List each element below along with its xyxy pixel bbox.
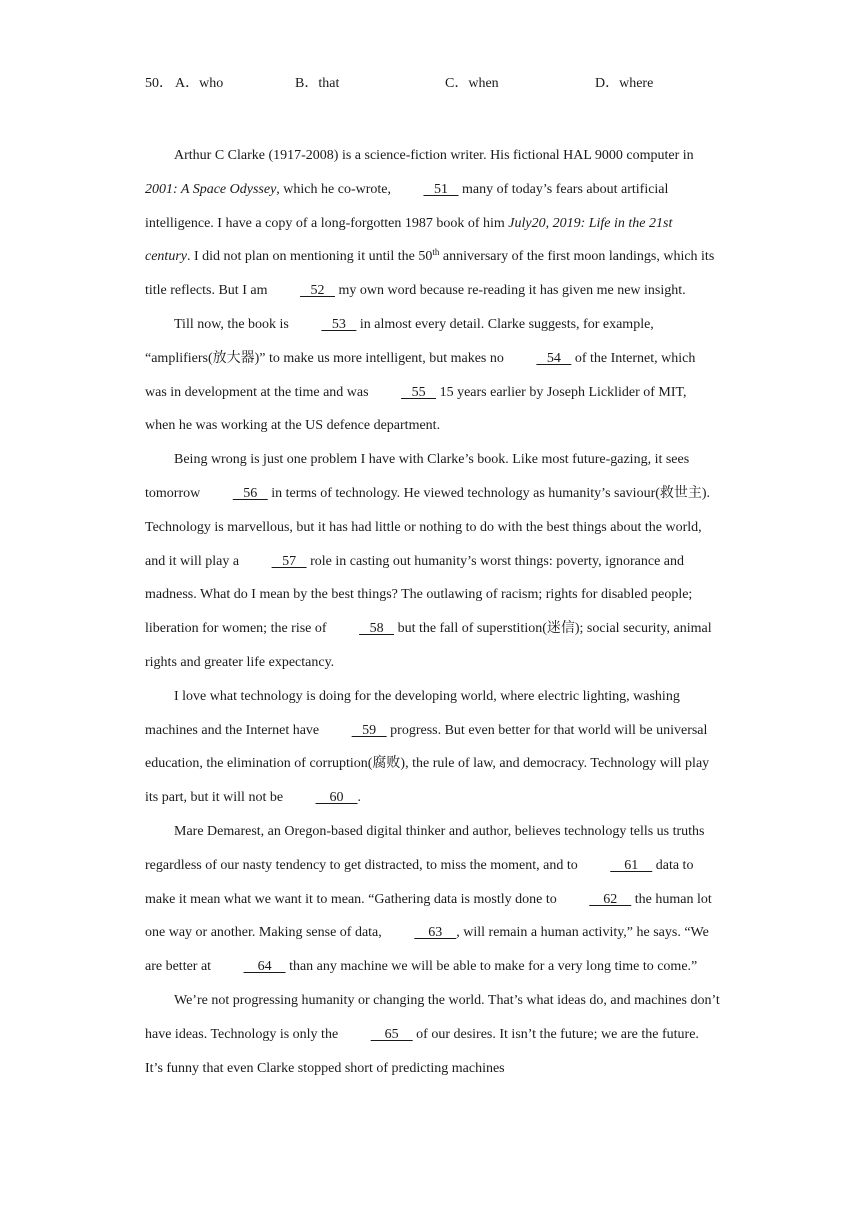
- blank-65: 65: [370, 1026, 413, 1042]
- blank-51: 51: [423, 181, 459, 197]
- blank-55: 55: [401, 384, 437, 400]
- question-number: 50．: [145, 76, 173, 91]
- blank-62: 62: [589, 891, 632, 907]
- text: in almost every detail. Clarke suggests, for example, “amplifiers(放大器)” to make us more intelligent, but makes no: [145, 316, 654, 366]
- text: We’re not progressing humanity or changing the world. That’s what ideas do, and machines don’t have ideas. Technology is only the: [145, 992, 720, 1042]
- option-d: D．where: [595, 76, 654, 91]
- paragraph-3: [145, 443, 720, 680]
- paragraph-5: [145, 815, 720, 984]
- blank-60: 60: [315, 790, 358, 806]
- text: .: [357, 790, 362, 806]
- blank-61: 61: [610, 857, 653, 873]
- paragraph-6: [145, 984, 720, 1085]
- question-50-options: [145, 72, 745, 94]
- blank-63: 63: [414, 925, 457, 941]
- text: but the fall of superstition(迷信); social security, animal rights and greater life expectancy.: [145, 621, 712, 670]
- text: progress. But even better for that world will be universal education, the elimination of corruption(腐败), the rule of law, and democracy. Technology will play its part, but it will not be: [145, 722, 710, 806]
- text: data to make it mean what we want it to mean. “Gathering data is mostly done to: [145, 857, 694, 907]
- paragraph-4: [145, 680, 720, 815]
- text: Till now, the book is: [174, 316, 293, 332]
- blank-54: 54: [536, 350, 572, 366]
- text: Being wrong is just one problem I have with Clarke’s book. Like most future-gazing, it sees tomorrow: [145, 452, 690, 501]
- book-title-italic: July20, 2019: Life in the 21st century: [145, 215, 673, 265]
- text: anniversary of the first moon landings, which its title reflects. But I am: [145, 249, 715, 299]
- text: many of today’s fears about artificial intelligence. I have a copy of a long-forgotten 1987 book of him: [145, 181, 669, 231]
- paragraph-1: [145, 139, 720, 308]
- blank-52: 52: [299, 283, 335, 299]
- text: , which he co-wrote,: [276, 181, 395, 197]
- blank-56: 56: [232, 485, 268, 501]
- blank-53: 53: [321, 316, 357, 332]
- text: Arthur C Clarke (1917-2008) is a science-fiction writer. His fictional HAL 9000 computer in: [174, 148, 694, 163]
- text: in terms of technology. He viewed technology as humanity’s saviour(救世主). Technology is marvellous, but it has had little or nothing to do with the best things about the world, and it will play a: [145, 485, 711, 569]
- text: 15 years earlier by Joseph Licklider of MIT, when he was working at the US defence department.: [145, 384, 687, 434]
- text: role in casting out humanity’s worst things: poverty, ignorance and madness. What do I mean by the best things? The outlawing of racism; rights for disabled people; liberation for women; the rise of: [145, 553, 693, 637]
- text: than any machine we will be able to make for a very long time to come.”: [285, 959, 698, 975]
- text: . I did not plan on mentioning it until the 50: [186, 249, 433, 265]
- option-b: B．that: [295, 76, 340, 91]
- text: Mare Demarest, an Oregon-based digital thinker and author, believes technology tells us truths regardless of our nasty tendency to get distracted, to miss the moment, and to: [145, 823, 705, 873]
- blank-58: 58: [359, 621, 395, 637]
- text: I love what technology is doing for the developing world, where electric lighting, washing machines and the Internet have: [145, 688, 680, 738]
- blank-57: 57: [271, 553, 307, 569]
- book-title-italic: 2001: A Space Odyssey: [145, 181, 277, 197]
- text: the human lot one way or another. Making sense of data,: [145, 891, 712, 941]
- blank-59: 59: [351, 722, 387, 738]
- text: of our desires. It isn’t the future; we are the future. It’s funny that even Clarke stopped short of predicting machines: [145, 1026, 699, 1076]
- paragraph-2: [145, 308, 720, 443]
- cloze-passage: [145, 139, 720, 1085]
- ordinal-superscript: th: [432, 247, 440, 258]
- blank-64: 64: [243, 959, 286, 975]
- text: my own word because re-reading it has given me new insight.: [334, 283, 686, 299]
- option-a: A．who: [175, 76, 224, 91]
- text: , will remain a human activity,” he says. “We are better at: [145, 925, 709, 975]
- option-c: C．when: [445, 76, 499, 91]
- text: of the Internet, which was in development at the time and was: [145, 350, 696, 400]
